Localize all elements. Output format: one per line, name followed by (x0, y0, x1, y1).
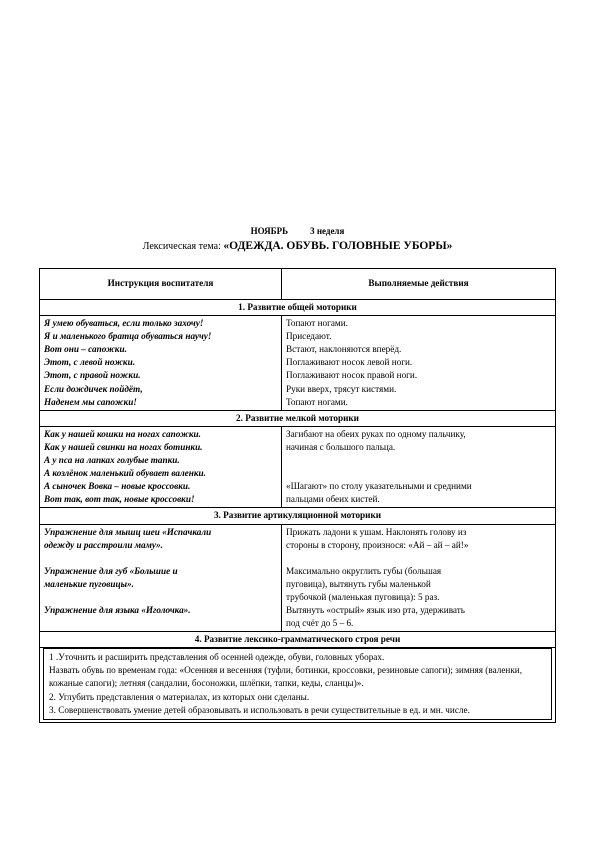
text-line: Вытянуть «острый» язык изо рта, удерживать (286, 604, 465, 615)
section-2-row (40, 426, 556, 508)
text-line: А козлёнок маленький обувает валенки. (44, 468, 206, 479)
week: 3 неделя (310, 226, 345, 236)
text-line: Поглаживают носок правой ноги. (286, 370, 418, 381)
text-line: Вот они – сапожки. (44, 344, 127, 355)
text-line: Наденем мы сапожки! (44, 396, 137, 407)
text-line: под счёт до 5 – 6. (286, 618, 354, 629)
text-line: стороны в сторону, произнося: «Ай – ай – ай!» (286, 539, 469, 550)
text-line: Прижать ладони к ушам. Наклонять голову из (286, 526, 467, 537)
section-3-row (40, 524, 556, 632)
header-line-1 (0, 226, 595, 236)
column-header-row (40, 269, 556, 300)
section-1-actions (282, 316, 556, 411)
text-line: Как у нашей кошки на ногах сапожки. (44, 428, 201, 439)
column-header-right: Выполняемые действия (282, 269, 556, 300)
text-line: Упражнение для губ «Большие и (44, 565, 178, 576)
section-2-title: 2. Развитие мелкой моторики (40, 410, 556, 426)
text-line: одежду и расстроили маму». (44, 539, 163, 550)
section-4-box (43, 648, 552, 719)
section-1-instructions (40, 316, 282, 411)
text-line: Я умею обуваться, если только захочу! (44, 318, 204, 329)
section-2-instructions (40, 426, 282, 508)
theme-title: «ОДЕЖДА. ОБУВЬ. ГОЛОВНЫЕ УБОРЫ» (223, 240, 453, 252)
exercise-table (39, 268, 556, 723)
text-line: трубочкой (маленькая пуговица): 5 раз. (286, 591, 440, 602)
text-line: Приседают. (286, 331, 332, 342)
month: НОЯБРЬ (250, 226, 289, 236)
section-4-row (40, 648, 556, 722)
section-3-title: 3. Развитие артикуляционной моторики (40, 508, 556, 524)
text-line: Руки вверх, трясут кистями. (286, 383, 397, 394)
text-line: «Шагают» по столу указательными и средними (286, 481, 472, 492)
header-line-2 (0, 240, 595, 252)
text-line: А сыночек Вовка – новые кроссовки. (44, 481, 191, 492)
text-line: Этот, с правой ножки. (44, 370, 141, 381)
text-line: Как у нашей свинки на ногах ботинки. (44, 441, 203, 452)
paragraph: 2. Углубить представления о материалах, из которых они сделаны. (49, 691, 310, 702)
section-2-actions (282, 426, 556, 508)
text-line: Упражнение для мышц шеи «Испачкали (44, 526, 212, 537)
text-line: Я и маленького братца обуваться научу! (44, 331, 212, 342)
text-line: Топают ногами. (286, 318, 348, 329)
text-line: Максимально округлить губы (большая (286, 565, 442, 576)
section-3-instructions (40, 524, 282, 632)
text-line: пальцами обеих кистей. (286, 494, 380, 505)
text-line: начиная с большого пальца. (286, 441, 396, 452)
section-1-row (40, 316, 556, 411)
text-line: Загибают на обеих руках по одному пальчику, (286, 428, 466, 439)
section-3-header-row (40, 508, 556, 524)
text-line: Поглаживают носок левой ноги. (286, 357, 413, 368)
text-line: Этот, с левой ножки. (44, 357, 135, 368)
text-line: Упражнение для языка «Иголочка». (44, 604, 191, 615)
section-4-title: 4. Развитие лексико-грамматического строя речи (40, 632, 556, 648)
section-4-content (40, 648, 556, 722)
paragraph: 1 .Уточнить и расширить представления об осенней одежде, обуви, головных уборах. (49, 652, 385, 663)
paragraph: 3. Совершенствовать умение детей образовывать и использовать в речи существительные в ед. и мн. числе. (49, 704, 470, 715)
text-line: Встают, наклоняются вперёд. (286, 344, 402, 355)
section-3-actions (282, 524, 556, 632)
theme-label: Лексическая тема: (142, 241, 221, 252)
section-1-title: 1. Развитие общей моторики (40, 300, 556, 316)
text-line: Если дождичек пойдёт, (44, 383, 143, 394)
text-line: пуговица), вытянуть губы маленькой (286, 578, 431, 589)
text-line: А у пса на лапках голубые тапки. (44, 455, 180, 466)
section-2-header-row (40, 410, 556, 426)
section-4-header-row (40, 632, 556, 648)
column-header-left: Инструкция воспитателя (40, 269, 282, 300)
text-line: маленькие пуговицы». (44, 578, 134, 589)
section-1-header-row (40, 300, 556, 316)
paragraph: Назвать обувь по временам года: «Осенняя и весенняя (туфли, ботинки, кроссовки, резиновые сапоги); зимняя (валенки, кожаные сапоги); летняя (сандалии, босоножки, шлёпки, тапки, кеды, сланцы)». (49, 665, 522, 689)
text-line: Вот так, вот так, новые кроссовки! (44, 494, 195, 505)
text-line: Топают ногами. (286, 396, 348, 407)
